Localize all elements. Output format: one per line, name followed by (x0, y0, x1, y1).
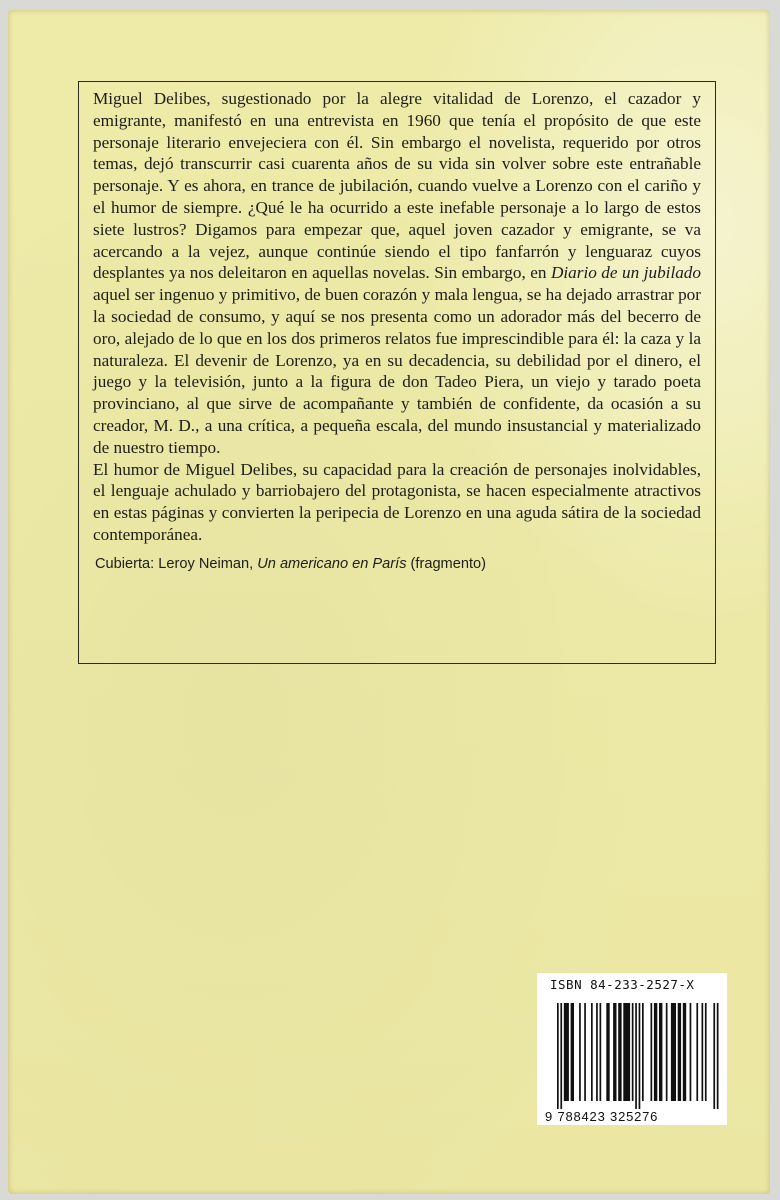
blurb-paragraph-1-part-a: Miguel Delibes, sugestionado por la alegre vitalidad de Lorenzo, el cazador y emigrante, manifestó en una entrevista en 1960 que tenía el propósito de que este personaje literario envejeciera con él. Sin embargo el novelista, requerido por otros temas, dejó transcurrir casi cuarenta años de su vida sin volver sobre este entrañable personaje. Y es ahora, en trance de jubilación, cuando vuelve a Lorenzo con el cariño y el humor de siempre. ¿Qué le ha ocurrido a este inefable personaje a lo largo de estos siete lustros? Digamos para empezar que, aquel joven cazador y emigrante, se va acercando a la vejez, aunque continúe siendo el tipo fanfarrón y lenguaraz cuyos desplantes ya nos deleitaron en aquellas novelas. Sin embargo, en (93, 89, 701, 283)
barcode-bar (632, 1003, 634, 1101)
ean-barcode (537, 973, 727, 1125)
barcode-bar (571, 1003, 574, 1101)
cover-credit-suffix: (fragmento) (406, 555, 486, 572)
barcode-bar (591, 1003, 593, 1101)
barcode-bar (600, 1003, 602, 1101)
barcode-panel (537, 973, 727, 1125)
barcode-guard-bar (639, 1003, 641, 1109)
barcode-bar (564, 1003, 569, 1101)
barcode-bar (666, 1003, 668, 1101)
blurb-paragraph-2: El humor de Miguel Delibes, su capacidad para la creación de personajes inolvidables, el lenguaje achulado y barriobajero del protagonista, se hacen especialmente atractivos en estas páginas y convierten la peripecia de Lorenzo en una aguda sátira de la sociedad contemporánea. (93, 459, 701, 544)
barcode-bar (651, 1003, 653, 1101)
barcode-bar (642, 1003, 644, 1101)
book-back-cover (8, 10, 770, 1194)
barcode-bar (606, 1003, 609, 1101)
book-title-italic: Diario de un jubilado (550, 263, 701, 283)
barcode-bar (683, 1003, 686, 1101)
barcode-bar (690, 1003, 692, 1101)
ean-digits: 9 788423 325276 (545, 1109, 659, 1124)
blurb-paragraph-1 (93, 88, 701, 459)
barcode-bar (596, 1003, 598, 1101)
barcode-bar (613, 1003, 616, 1101)
barcode-bar (623, 1003, 630, 1101)
cover-credit-prefix: Cubierta: Leroy Neiman, (95, 555, 258, 572)
barcode-guard-bar (557, 1003, 559, 1109)
cover-credit (93, 556, 701, 572)
barcode-bar (579, 1003, 581, 1101)
barcode-bar (696, 1003, 698, 1101)
blurb-frame (78, 81, 716, 664)
cover-credit-work: Un americano en París (257, 555, 407, 572)
blurb-text (93, 88, 701, 546)
barcode-bar (618, 1003, 621, 1101)
barcode-bar (654, 1003, 657, 1101)
blurb-paragraph-1-part-b: aquel ser ingenuo y primitivo, de buen corazón y mala lengua, se ha dejado arrastrar por la sociedad de consumo, y aquí se nos presenta como un adorador más del becerro de oro, alejado de lo que en los dos primeros relatos fue imprescindible para él: la caza y la naturaleza. El devenir de Lorenzo, ya en su decadencia, su debilidad por el dinero, el juego y la televisión, junto a la figura de don Tadeo Piera, un viejo y tarado poeta provinciano, al que sirve de acompañante y también de confidente, da ocasión a su creador, M. D., a una crítica, a pequeña escala, del mundo insustancial y materializado de nuestro tiempo. (93, 285, 701, 457)
barcode-bar (659, 1003, 662, 1101)
barcode-bar (705, 1003, 707, 1101)
barcode-guard-bar (717, 1003, 719, 1109)
barcode-guard-bar (635, 1003, 637, 1109)
barcode-bar (678, 1003, 681, 1101)
barcode-guard-bar (560, 1003, 562, 1109)
isbn-label: ISBN 84-233-2527-X (550, 977, 695, 992)
barcode-bar (584, 1003, 586, 1101)
barcode-bar (671, 1003, 676, 1101)
barcode-guard-bar (713, 1003, 715, 1109)
barcode-bar (702, 1003, 704, 1101)
